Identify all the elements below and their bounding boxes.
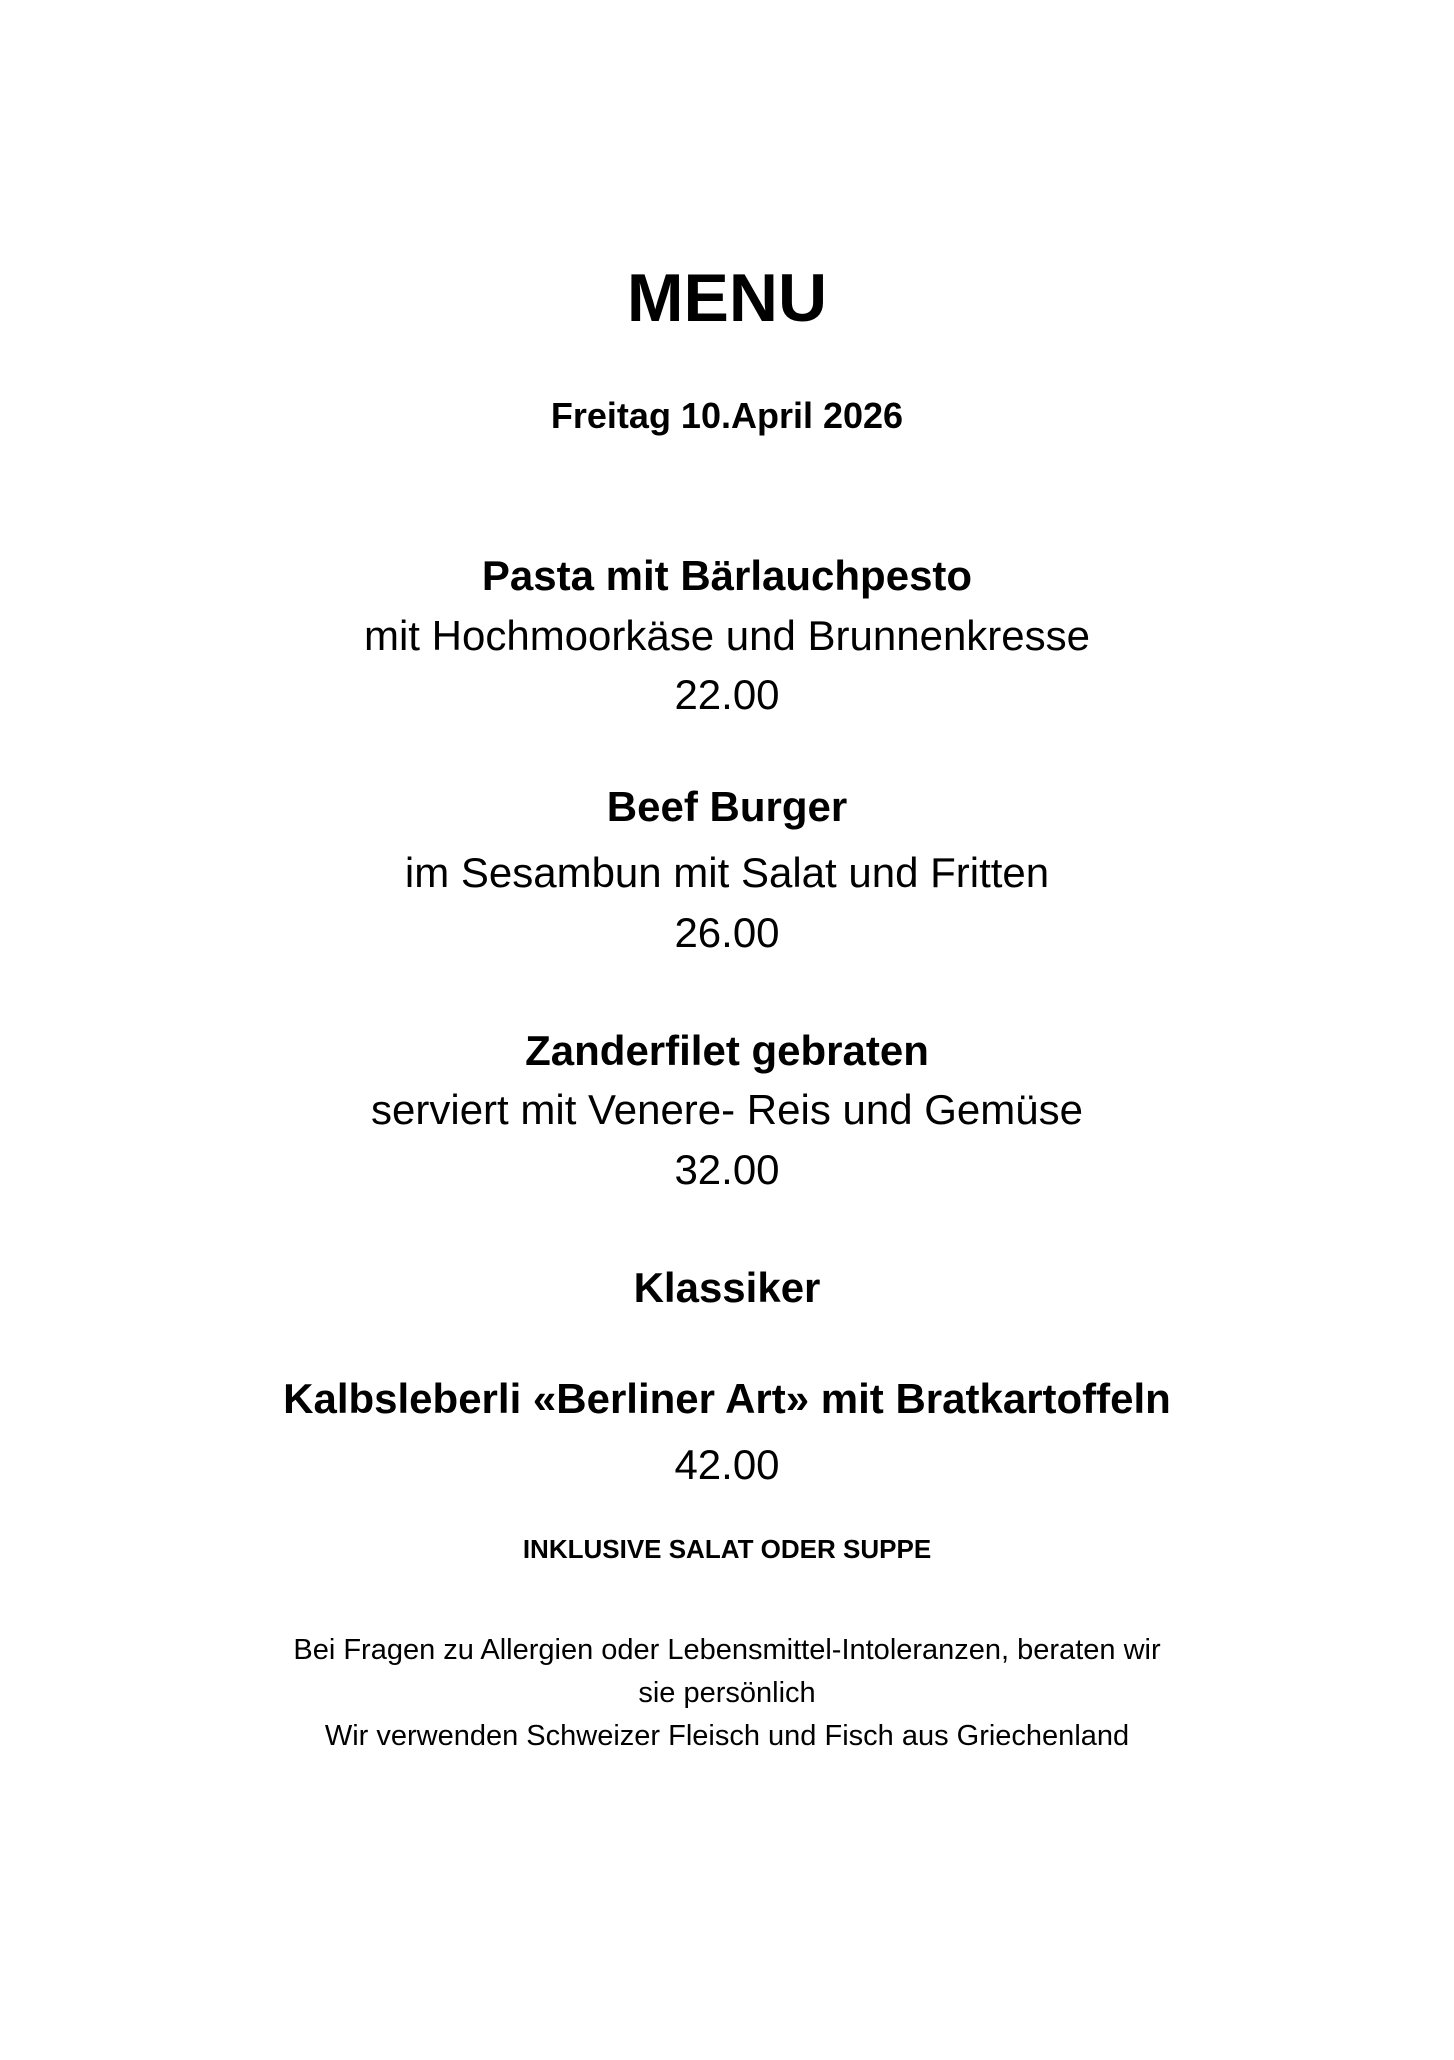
- dish-description: serviert mit Venere- Reis und Gemüse: [371, 1086, 1083, 1133]
- dish-price: 32.00: [674, 1146, 780, 1193]
- dish-name: Zanderfilet gebraten: [525, 1027, 929, 1074]
- dish-description: im Sesambun mit Salat und Fritten: [404, 849, 1050, 896]
- dish-name: Beef Burger: [606, 783, 848, 830]
- dish-price: 26.00: [674, 909, 780, 956]
- dish-price: 22.00: [674, 671, 780, 718]
- footer-allergy-line-continued: sie persönlich: [638, 1677, 816, 1709]
- menu-date: Freitag 10.April 2026: [550, 395, 904, 436]
- dish-price: 42.00: [674, 1441, 780, 1488]
- included-note: INKLUSIVE SALAT ODER SUPPE: [522, 1534, 932, 1564]
- dish-name: Kalbsleberli «Berliner Art» mit Bratkartoffeln: [283, 1375, 1171, 1422]
- dish-name: Pasta mit Bärlauchpesto: [481, 552, 973, 599]
- menu-title: MENU: [626, 260, 828, 336]
- footer-origin-line: Wir verwenden Schweizer Fleisch und Fisch aus Griechenland: [324, 1720, 1130, 1752]
- section-heading-classics: Klassiker: [633, 1264, 821, 1311]
- footer-allergy-line: Bei Fragen zu Allergien oder Lebensmittel-Intoleranzen, beraten wir: [293, 1634, 1161, 1666]
- dish-description: mit Hochmoorkäse und Brunnenkresse: [363, 612, 1091, 659]
